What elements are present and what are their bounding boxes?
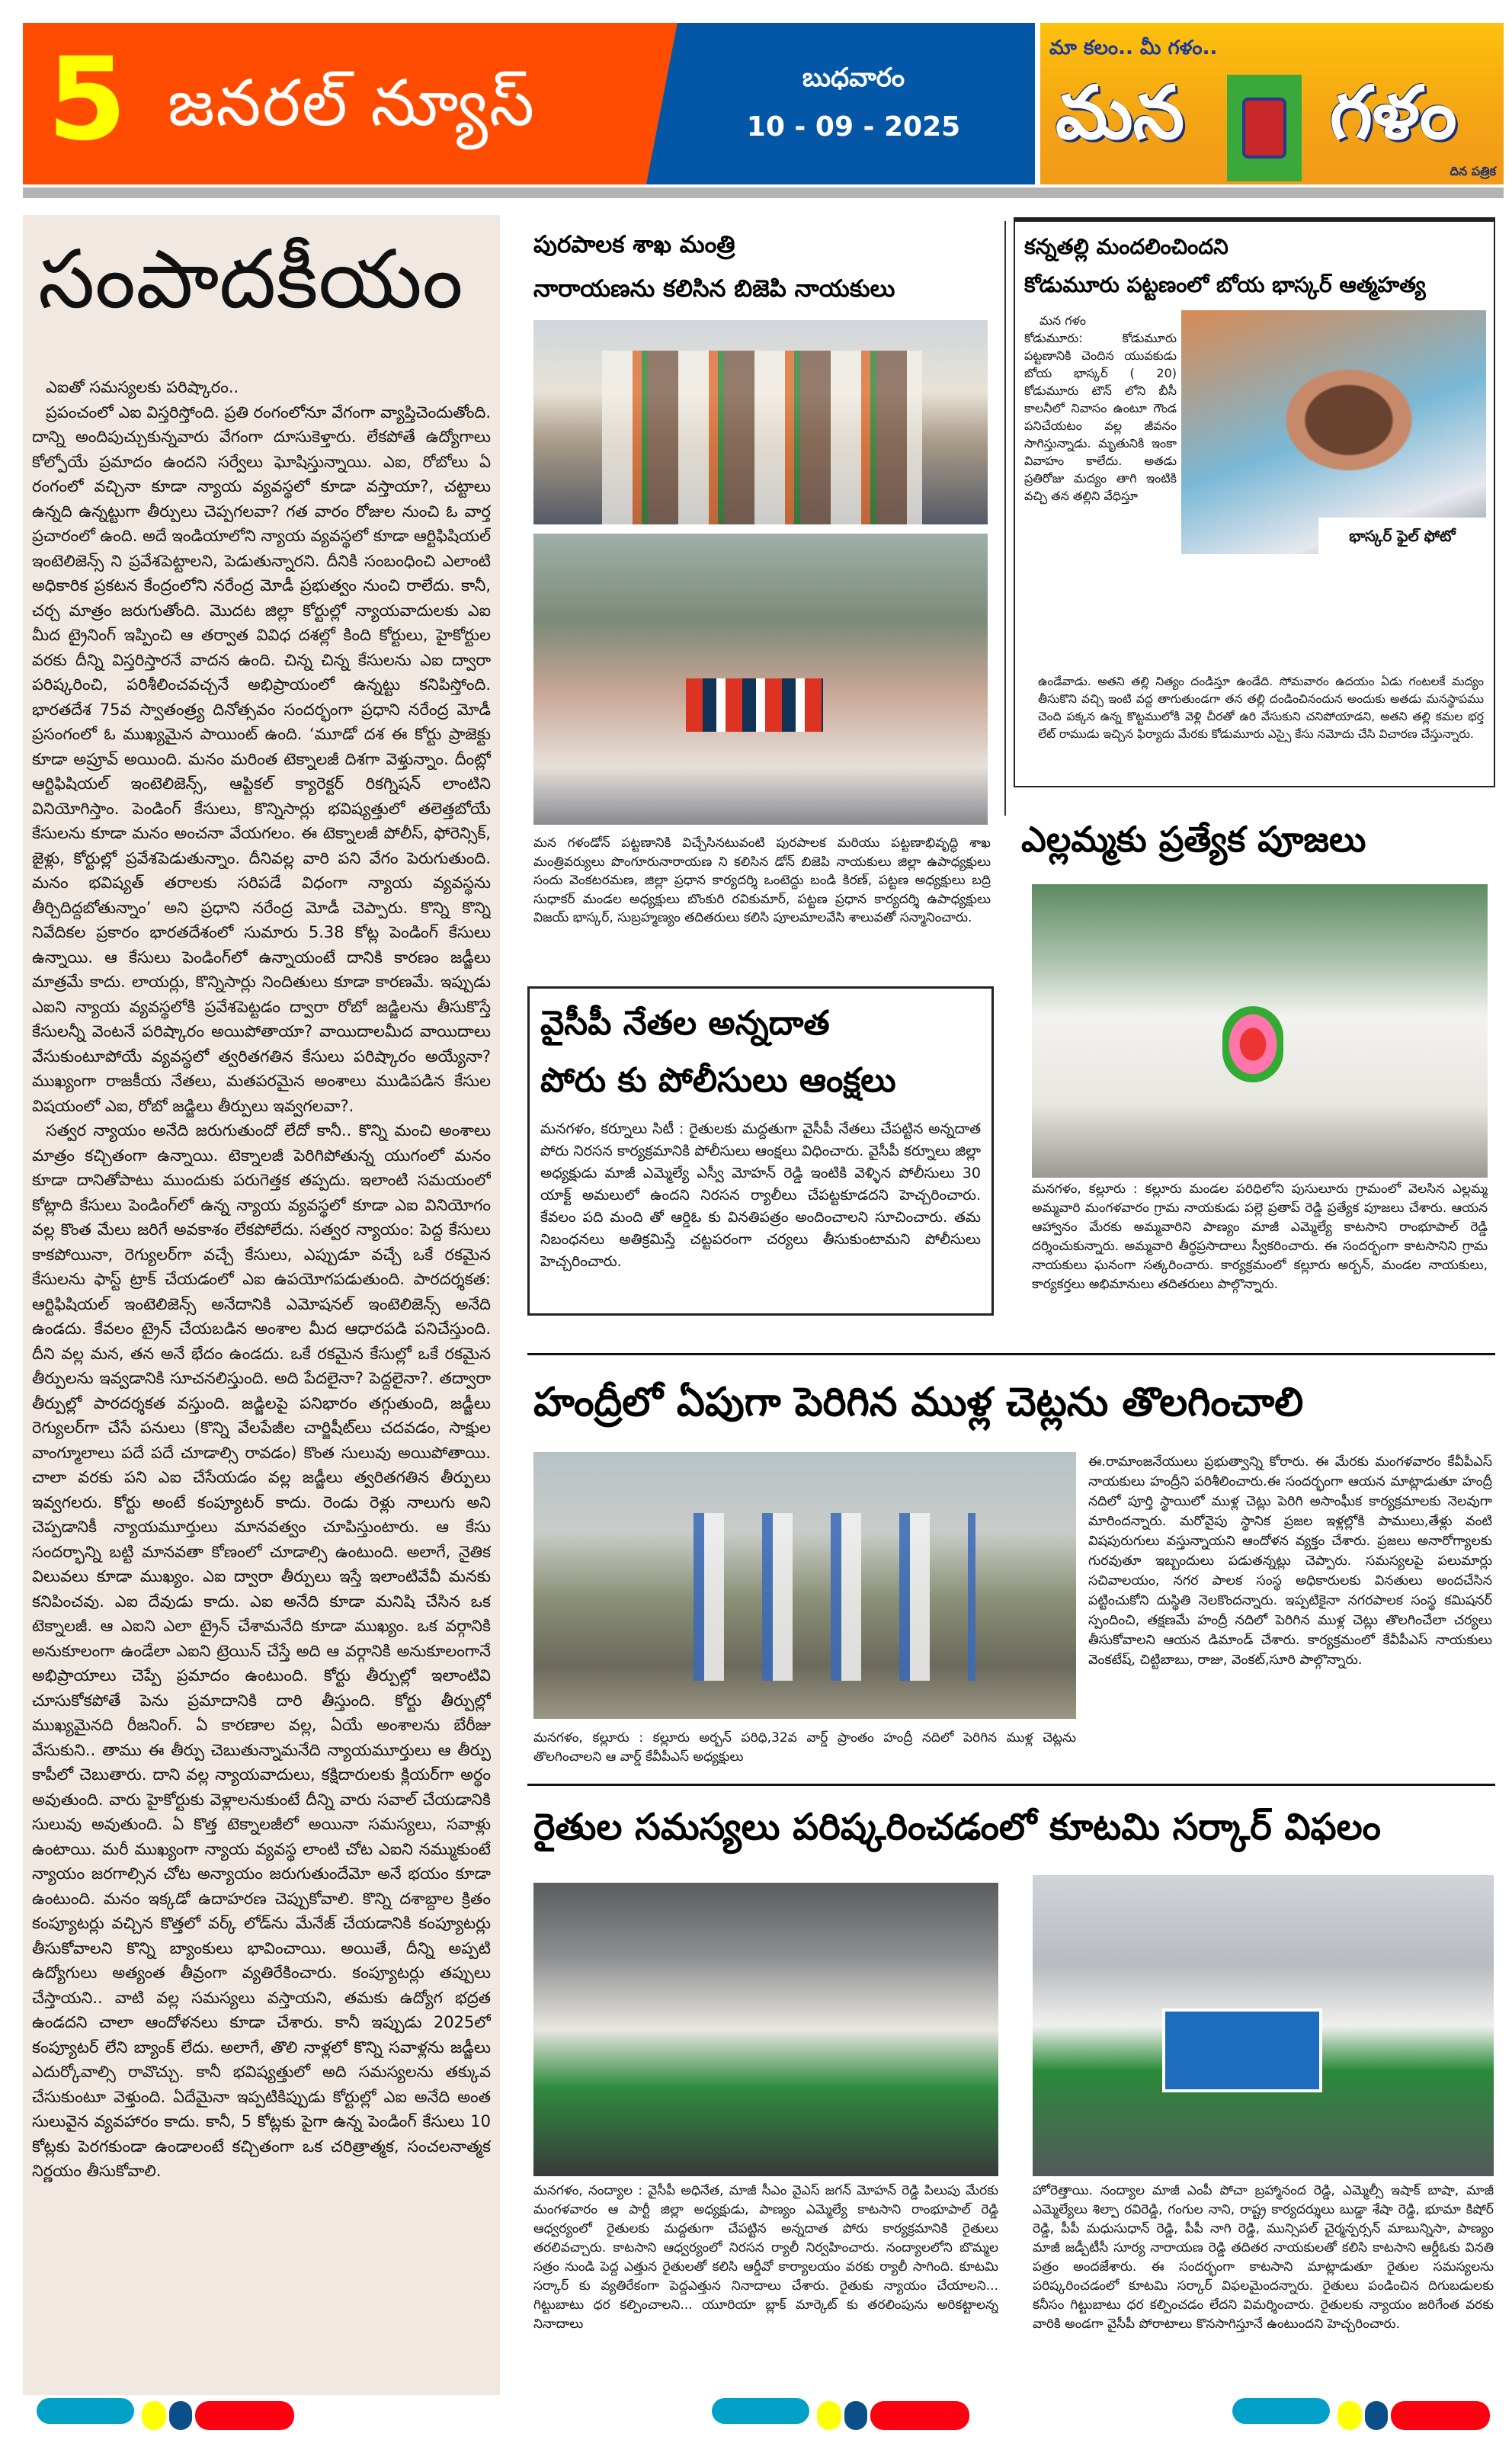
logo-word-galam: గళం <box>1330 70 1457 155</box>
issue-date: 10 - 09 - 2025 <box>746 111 961 143</box>
headline-line: పోరు కు పోలీసులు ఆంక్షలు <box>540 1061 896 1100</box>
footer-ornament-shape <box>844 2401 867 2430</box>
photo-caption: భాస్కర్ ఫైల్ ఫోటో <box>1318 518 1486 554</box>
logo-tagline: మా కలం.. మీ గళం.. <box>1049 37 1218 59</box>
issue-day: బుధవారం <box>802 63 905 93</box>
handri-story-body-left: మనగళం, కల్లూరు : కల్లూరు అర్బన్ పరిధి,32వ వార్డ్ ప్రాంతం హంద్రీ నదిలో పెరిగిన ముళ్ల చెట్లను తొలగించాలని ఆ వార్డ్ కేవీపీఎస్ అధ్యక్షులు <box>533 1730 1076 1765</box>
footer-ornament-shape <box>169 2401 192 2430</box>
editorial-paragraph: ప్రపంచంలో ఎఐ విస్తరిస్తోంది. ప్రతి రంగంలోనూ వేగంగా వ్యాప్తిచెందుతోంది. దాన్ని అందిపుచ్చుకున్నవారు వేగంగా దూసుకెళ్తారు. లేకపోతే ఉద్యోగాలు కోల్పోయే ప్రమాదం ఉందని సర్వేలు ఘోషిస్తున్నాయి. ఎఐ, రోబోలు ఏ రంగంలో వచ్చినా కూడా న్యాయ వ్యవస్థలో కూడా వస్తాయా?, చట్టాలు ఉన్నది ఉన్నట్టుగా తీర్పులు చెప్పగలవా? గత వారం రోజుల నుంచి ఓ వార్త ప్రచారంలో ఉంది. అదే ఇండియాలోని న్యాయ వ్యవస్థలో కూడా ఆర్టిఫిషియల్ ఇంటెలిజెన్స్ ని ప్రవేశపెట్టాలని, పెడుతున్నారని. దీనికి సంబంధించి ఎలాంటి అధికారిక ప్రకటన కేంద్రంలోని నరేంద్ర మోడీ ప్రభుత్వం నుంచి రాలేదు. కానీ, చర్చ మాత్రం జరుగుతోంది. మొదట జిల్లా కోర్టుల్లో న్యాయవాదులకు ఎఐ మీద ట్రైనింగ్ ఇప్పించి ఆ తర్వాత వివిధ దశల్లో కింది కోర్టులు, హైకోర్టుల వరకు దీన్ని విస్తరిస్తారనే వాదన ఉంది. చిన్న చిన్న కేసులను ఎఐ ద్వారా పరిష్కరించి, పరిశీలించవచ్చనే అభిప్రాయంలో ఉన్నట్టు కనిపిస్తోంది. భారతదేశ 75వ స్వాతంత్ర్య దినోత్సవం సందర్భంగా ప్రధాని నరేంద్ర మోడీ ప్రసంగంలో ఓ ముఖ్యమైన పాయింట్ ఉంది. ‘మూడో దశ ఈ కోర్టు ప్రాజెక్టు కూడా అప్రూవ్ అయింది. మనం మరింత టెక్నాలజీ దిశగా వెళ్తున్నాం. దీంట్లో ఆర్టిఫిషియల్ ఇంటెలిజెన్స్, ఆప్టికల్ క్యారెక్టర్ రికగ్నిషన్ లాంటిని వినియోగిస్తాం. పెండింగ్ కేసులు, కొన్నిసార్లు భవిష్యత్తులో తలెత్తబోయే కేసులను కూడా మనం అంచనా వేయగలం. ఈ టెక్నాలజీ పోలీస్, ఫోరెన్సిక్, జైళ్లు, కోర్టుల్లో ప్రవేశపెడుతున్నాం. దీనివల్ల వారి పని వేగం పెరుగుతుంది. మనం భవిష్యత్ తరాలకు సరిపడే విధంగా న్యాయ వ్యవస్థను తీర్చిదిద్దబోతున్నాం’ అని ప్రధాని నరేంద్ర మోడీ చెప్పారు. కొన్ని కొన్ని నివేదికల ప్రకారం భారతదేశంలో సుమారు 5.38 కోట్ల పెండింగ్ కేసులు ఉన్నాయి. ఆ కేసులు పెండింగ్‌లో ఉన్నాయంటే దానికి కారణం జడ్జీలు మాత్రమే కాదు. లాయర్లు, కొన్నిసార్లు నిందితులు కూడా కారణమే. ఇప్పుడు ఎఐని న్యాయ వ్యవస్థలోకి ప్రవేశపెట్టడం ద్వారా రోబో జడ్జిలను తీసుకొస్తే కేసులన్నీ వెంటనే పరిష్కారం అయిపోతాయా? వాయిదాలమీద వాయిదాలు వేసుకుంటూపోయే వ్యవస్థలో త్వరితగతిన కేసులు పరిష్కారం అయ్యేనా? ముఖ్యంగా రాజకీయ నేతలు, మతపరమైన అంశాలు ముడిపడిన కేసుల విషయంలో ఎఐ, రోబో జడ్జిలు తీర్పులు ఇవ్వగలవా?. <box>32 402 491 1115</box>
farmers-story-body-right: హోరెత్తాయి. నంద్యాల మాజీ ఎంపీ పోచా బ్రహ్మానంద రెడ్డి, ఎమ్మెల్సీ ఇషాక్ బాషా, మాజీ ఎమ్మెల్యేలు శిల్పా రవిరెడ్డి, గంగుల నాని, రాష్ట్ర కార్యదర్శులు బుడ్డా శేషా రెడ్డి, భూమా కిషోర్ రెడ్డి, పీపీ మధుసుధాన్ రెడ్డి, పీపీ నాగి రెడ్డి, మున్సిపల్ చైర్మన్పర్సన్ మాబున్నిసా, పాణ్యం మాజీ జడ్పీటీసీ సూర్య నారాయణ రెడ్డి తదితర నాయకులతో కలిసి కాటసాని ఆర్డీఓకు వినతి పత్రం అందజేశారు. ఈ సందర్భంగా కాటసాని మాట్లాడుతూ రైతుల సమస్యలను పరిష్కరించడంలో కూటమి సర్కార్ విఫలమైందన్నారు. రైతులు పండించిన దిగుబడులకు కనీసం గిట్టుబాటు ధర కల్పించడం లేదని విమర్శించారు. రైతులకు న్యాయం జరిగేంత వరకు వారికి అండగా వైసీపీ పోరాటాలు కొనసాగిస్తూనే ఉంటుందని హెచ్చరించారు. <box>1033 2183 1494 2332</box>
ellamma-headline: ఎల్లమ్మకు ప్రత్యేక పూజలు <box>1021 819 1366 860</box>
masthead-date-panel <box>646 23 1035 184</box>
headline-line: వైసీపీ నేతల అన్నదాత <box>540 1004 830 1043</box>
footer-ornament-shape <box>1391 2401 1490 2430</box>
footer-ornament-shape <box>1365 2401 1388 2430</box>
footer-ornament-shape <box>870 2401 969 2430</box>
story-text: కోడుమూరు: కోడుమూరు పట్టణానికి చెందిన యువకుడు బోయ భాస్కర్ ( 20) కోడుమూరు టౌన్ లోని బీసీ కాలనీలో నివాసం ఉంటూ గౌండ పనిచేయటం వల్ల జీవనం సాగిస్తున్నాడు. మృతునికి ఇంకా వివాహం కాలేదు. అతడు ప్రతిరోజు మద్యం తాగి ఇంటికి వచ్చి తన తల్లిని వేధిస్తూ <box>1024 331 1177 503</box>
headline-line: కోడుమూరు పట్టణంలో బోయ భాస్కర్ ఆత్మహత్య <box>1024 272 1426 297</box>
headline-line: నారాయణను కలిసిన బిజెపి నాయకులు <box>533 275 895 303</box>
footer-ornament-shape <box>1232 2398 1330 2424</box>
bhaskar-story <box>1014 217 1495 787</box>
raised-fist-pen-icon <box>1227 75 1302 181</box>
farmers-rally-photo <box>1033 1875 1494 2176</box>
bjp-leaders-photo-2 <box>533 534 988 825</box>
footer-ornament-shape <box>195 2401 294 2430</box>
dateline: మన గళం <box>1040 313 1087 328</box>
rally-banner <box>1162 2009 1322 2092</box>
footer-ornament-shape <box>712 2398 809 2424</box>
ellamma-story-body: మనగళం, కల్లూరు : కల్లూరు మండల పరిధిలోని పుసులూరు గ్రామంలో వెలసిన ఎల్లమ్మ అమ్మవారి మంగళవారం గ్రామ నాయకుడు పల్లె ప్రతాప్ రెడ్డి ప్రత్యేక పూజలు చేశారు. ఆయన ఆహ్వానం మేరకు అమ్మవారిని పాణ్యం మాజీ ఎమ్మెల్యే కాటసాని రాంభూపాల్ రెడ్డి దర్శించుకున్నారు. అమ్మవారి తీర్థప్రసాదాలు స్వీకరించారు. ఈ సందర్భంగా కాటసానిని గ్రామ నాయకులు ఘనంగా సత్కరించారు. కార్యక్రమంలో కల్లూరు అర్బన్, మండల నాయకులు, కార్యకర్తలు అభిమానులు తదితరులు పాల్గొన్నారు. <box>1032 1181 1488 1292</box>
footer-ornament-shape <box>1337 2401 1362 2430</box>
ellamma-puja-photo <box>1032 884 1488 1178</box>
editorial-subhead: ఎఐతో సమస్యలకు పరిష్కారం.. <box>46 378 239 396</box>
handri-river-photo <box>533 1452 1076 1719</box>
bjp-story-body: మన గళండోన్ పట్టణానికి విచ్చేసినటువంటి పురపాలక మరియు పట్టణాభివృద్ధి శాఖ మంత్రివర్యులు పొంగూరునారాయణ ని కలిసిన డోన్ బిజెపి నాయకులు జిల్లా ఉపాధ్యక్షులు సందు వెంకటరమణ, జిల్లా ప్రధాన కార్యదర్శి ఒంటెద్దు బండి కిరణ్, పట్టణ అధ్యక్షులు బద్రి సుధాకర్ మండల అధ్యక్షులు బొంకురి రవికుమార్, పట్టణ ప్రధాన కార్యదర్శి ఉపాధ్యక్షులు విజయ్ భాస్కర్, సుబ్రహ్మణ్యం తదితరులు కలిసి పూలమాలవేసి శాలువతో సన్మానించారు. <box>533 835 991 925</box>
footer-ornament-shape <box>142 2401 166 2430</box>
bjp-story-headline <box>533 223 991 311</box>
microphones-icon <box>686 678 823 732</box>
section-divider <box>527 1353 1495 1355</box>
section-title: జనరల్ న్యూస్ <box>168 66 536 140</box>
story-body: ఉండేవాడు. అతని తల్లి నిత్యం దండిస్తూ ఉండేది. సోమవారం ఉదయం ఏడు గంటలకే మద్యం తీసుకొని వచ్చి ఇంటి వద్ద తాగుతుండగా తన తల్లి దండించినందున అందుకు అతడు మనస్థాపము చెంది పక్కన ఉన్న కొట్టములోకి వెళ్లి చీరతో ఉరి వేసుకుని చనిపోయాడని, అతని తల్లి కమల భర్త లేట్ రాముడు ఇచ్చిన ఫిర్యాదు మేరకు కోడుమూరు ఎస్సై కేసు నమోదు చేసి విచారణ చేస్తున్నారు. <box>1038 675 1484 741</box>
bjp-leaders-photo-1 <box>533 320 988 524</box>
section-divider <box>527 1784 1495 1786</box>
farmers-memorandum-photo <box>533 1883 998 2176</box>
farmers-story-body-left: మనగళం, నంద్యాల : వైసీపీ అధినేత, మాజీ సీఎం వైఎస్ జగన్ మోహన్ రెడ్డి పిలుపు మేరకు మంగళవారం ఆ పార్టీ జిల్లా అధ్యక్షుడు, పాణ్యం ఎమ్మెల్యే కాటసాని రాంభూపాల్ రెడ్డి ఆధ్వర్యంలో రైతులకు మద్దతుగా చేపట్టిన అన్నదాత పోరు కార్యక్రమానికి రైతులు తరలివచ్చారు. కాటసాని ఆధ్వర్యంలో నిరసన ర్యాలీ నిర్వహించారు. నంద్యాలలోని బొమ్మల సత్రం నుండి పెద్ద ఎత్తున రైతులతో కలిసి ఆర్డీవో కార్యాలయం వరకు ర్యాలీ సాగింది. కూటమి సర్కార్ కు వ్యతిరేకంగా పెద్దఎత్తున నినాదాలు చేశారు. రైతుకు న్యాయం చేయాలని... గిట్టుబాటు ధర కల్పించాలని... యూరియా బ్లాక్ మార్కెట్ కు తరలింపును అరికట్టాలన్న నినాదాలు <box>533 2183 998 2332</box>
handri-story-body-right: ఈ.రామాంజనేయులు ప్రభుత్వాన్ని కోరారు. ఈ మేరకు మంగళవారం కేవీపీఎస్ నాయకులు హంద్రీని పరిశీలించారు.ఈ సందర్భంగా ఆయన మాట్లాడుతూ హంద్రీ నదిలో పూర్తి స్థాయిలో ముళ్ల చెట్లు పెరిగి అసాంఘీక కార్యక్రమాలకు నెలవుగా మారిందన్నారు. మరోవైపు స్థానిక ప్రజల ఇళ్లల్లోకి పాములు,తేళ్లు వంటి విషపురుగులు వస్తున్నాయని ఆందోళన వ్యక్తం చేశారు. ప్రజలు అనారోగ్యాలకు గురవుతూ ఇబ్బందులు పడుతన్నట్లు చెప్పారు. సమస్యలపై పలుమార్లు సచివాలయం, నగర పాలక సంస్థ అధికారులకు వినతులు అందచేసిన పట్టించుకోని దుస్థితి నెలకొందన్నారు. ఇప్పటికైనా నగరపాలక సంస్థ కమిషనర్ స్పందించి, తక్షణమే హంద్రీ నదిలో పెరిగిన ముళ్ల చెట్లు తొలగించేలా చర్యలు తీసుకోవాలని ఆయన డిమాండ్ చేశారు. కార్యక్రమంలో కేవీపీఎస్ నాయకులు వెంకటేష్, చిట్టిబాబు, రాజు, వెంకట్,సూరి పాల్గొన్నారు. <box>1088 1454 1492 1668</box>
newspaper-logo <box>1040 23 1504 184</box>
logo-subtitle: దిన పత్రిక <box>1450 164 1496 178</box>
logo-word-mana: మన <box>1056 70 1184 155</box>
footer-ornament-shape <box>37 2398 134 2424</box>
editorial-paragraph: సత్వర న్యాయం అనేది జరుగుతుందో లేదో కానీ.. కొన్ని మంచి అంశాలు మాత్రం కచ్చితంగా ఉన్నాయి. టెక్నాలజీ పెరిగిపోతున్న యుగంలో మనం కూడా దానితోపాటు ముందుకు పరుగెత్తక తప్పదు. ఇలాంటి సమయంలో కోట్లాది కేసులు పెండింగ్‌లో ఉన్న న్యాయ వ్యవస్థలో కూడా ఎఐ వినియోగం వల్ల కొంత మేలు జరిగే అవకాశం లేకపోలేదు. సత్వర న్యాయం: పెద్ద కేసులు కాకపోయినా, రెగ్యులర్‌గా వచ్చే కేసులు, ఎప్పుడూ వచ్చే ఒకే రకమైన కేసులను ఫాస్ట్ ట్రాక్ చేయడంలో ఎఐ ఉపయోగపడుతుంది. పారదర్శకత: ఆర్టిఫిషియల్ ఇంటెలిజెన్స్ అనేదానికి ఎమోషనల్ ఇంటెలిజెన్స్ అనేది ఉండదు. కేవలం ట్రైన్ చేయబడిన అంశాల మీద ఆధారపడి పనిచేస్తుంది. దీని వల్ల మన, తన అనే భేదం ఉండదు. ఒకే రకమైన కేసుల్లో ఒకే రకమైన తీర్పులను ఇవ్వడానికి సూచనలిస్తుంది. అది పేదలైనా? పెద్దలైనా?. తద్వారా తీర్పుల్లో పారదర్శకత వస్తుంది. జడ్జిలపై పనిభారం తగ్గుతుంది, జడ్జీలు రెగ్యులర్‌గా చేసే పనులు (కొన్ని వేలపేజీల చార్జిషీట్‌లు చదవడం, సాక్షుల వాంగ్మూలాలు పదే పదే చూడాల్సి రావడం) కొంత సులువు అయిపోతాయి. చాలా వరకు పని ఎఐ చేసేయడం వల్ల జడ్జీలు త్వరితగతిన తీర్పులు ఇవ్వగలరు. కోర్టు అంటే కంప్యూటర్ కాదు. రెండు రెళ్లు నాలుగు అని చెప్పడానికీ న్యాయమూర్తులు మానవత్వం చూపిస్తుంటారు. ఆ కేసు సందర్భాన్ని బట్టి మానవతా కోణంలో చూడాల్సి ఉంటుంది. అలాగే, నైతిక విలువలు కూడా ముఖ్యం. ఎఐ ద్వారా తీర్పులు ఇస్తే ఇలాంటివేవీ మనకు కనిపించవు. ఎఐ దేవుడు కాదు. ఎఐ అనేది కూడా మనిషి చేసిన ఒక టెక్నాలజీ. ఆ ఎఐని ఎలా ట్రైన్ చేశామనేది కూడా ముఖ్యం. ఒక వర్గానికి అనుకూలంగా ఉండేలా ఎఐని ట్రెయిన్ చేస్తే అది ఆ వర్గానికి అనుకూలంగానే అభిప్రాయాలు చెప్పే ప్రమాదం ఉంటుంది. కోర్టు తీర్పుల్లో ఇలాంటివి చూసుకోకపోతే పెను ప్రమాదానికి దారి తీస్తుంది. కోర్టు తీర్పుల్లో ముఖ్యమైనది రీజనింగ్. ఏ కారణాల వల్ల, ఏయే అంశాలను బేరీజు వేసుకుని.. తాము ఈ తీర్పు చెబుతున్నామనేది న్యాయమూర్తులు ఆ తీర్పు కాపీలో చెబుతారు. దాని వల్ల న్యాయవాదులు, కక్షిదారులకు క్లియర్‌గా అర్థం అవుతుంది. వారు హైకోర్టుకు వెళ్లాలనుకుంటే దీన్ని వారు సవాల్ చేయడానికి సులువు అవుతుంది. ఏ కొత్త టెక్నాలజీలో అయినా సమస్యలు, సవాళ్లు ఉంటాయి. మరీ ముఖ్యంగా న్యాయ వ్యవస్థ లాంటి చోట ఎఐని నమ్ముకుంటే న్యాయం జరగాల్సిన చోట అన్యాయం జరుగుతుందేమో అనే భయం కూడా ఉంటుంది. మనం ఇక్కడో ఉదాహరణ చెప్పుకోవాలి. కొన్ని దశాబ్దాల క్రితం కంప్యూటర్లు వచ్చిన కొత్తలో వర్క్ లోడ్‌ను మేనేజ్ చేయడానికి కంప్యూటర్లు తీసుకోవాలని కొన్ని బ్యాంకులు భావించాయి. అయితే, దీన్ని అప్పటి ఉద్యోగులు అత్యంత తీవ్రంగా వ్యతిరేకించారు. కంప్యూటర్లు తప్పులు చేస్తాయని.. వాటి వల్ల సమస్యలు వస్తాయని, తమకు ఉద్యోగ భద్రత ఉండదని చాలా ఆందోళనలు కూడా చేశారు. కానీ ఇప్పుడు 2025లో కంప్యూటర్ లేని బ్యాంక్ లేదు. అలాగే, తొలి నాళ్లలో కొన్ని సవాళ్లను జడ్జీలు ఎదుర్కోవాల్సి రావొచ్చు. కానీ భవిష్యత్తులో అది సమస్యలను తక్కువ చేసుకుంటూ వెళ్తుంది. ఏదేమైనా ఇప్పటికిప్పుడు కోర్టుల్లో ఎఐ అనేది అంత సులువైన వ్యవహారం కాదు. కానీ, 5 కోట్లకు పైగా ఉన్న పెండింగ్ కేసులు 10 కోట్లకు పెరగకుండా ఉండాలంటే కచ్చితంగా ఒక చరిత్రాత్మక, సంచలనాత్మక నిర్ణయం తీసుకోవాలి. <box>32 1121 491 2180</box>
bhaskar-photo <box>1181 310 1486 554</box>
ysrcp-police-story <box>527 986 994 1316</box>
editorial-body <box>32 375 491 2372</box>
story-body-side <box>1024 312 1177 670</box>
headline-line: కన్నతల్లి మందలించిందని <box>1024 234 1228 259</box>
handri-headline: హంద్రీలో ఏపుగా పెరిగిన ముళ్ల చెట్లను తొలగించాలి <box>533 1380 1304 1425</box>
footer-ornament-shape <box>817 2401 841 2430</box>
garland-icon <box>1222 1006 1283 1082</box>
story-body: మనగళం, కర్నూలు సిటీ : రైతులకు మద్దతుగా వైసీపీ నేతలు చేపట్టిన అన్నదాత పోరు నిరసన కార్యక్రమానికి పోలీసులు ఆంక్షలు విధించారు. వైసీపీ కర్నూలు జిల్లా అధ్యక్షుడు మాజీ ఎమ్మెల్యే ఎస్వీ మోహన్ రెడ్డి ఇంటికి వెళ్ళిన పోలీసులు 30 యాక్ట్ అమలులో ఉందని నిరసన ర్యాలీలు చేపట్టకూడదని హెచ్చరించారు. కేవలం పది మంది తో ఆర్డిఓ కు వినతిపత్రం అందించాలని సూచించారు. తమ నిబంధనలు అతిక్రమిస్తే చట్టపరంగా చర్యలు తీసుకుంటామని పోలీసులు హెచ్చరించారు. <box>540 1120 981 1270</box>
header-divider <box>23 188 1504 198</box>
farmers-headline: రైతుల సమస్యలు పరిష్కరించడంలో కూటమి సర్కార్ విఫలం <box>533 1806 1382 1848</box>
editorial-column <box>23 215 500 2395</box>
page-number: 5 <box>47 34 127 166</box>
column-divider <box>1004 221 1006 816</box>
headline-line: పురపాలక శాఖ మంత్రి <box>533 231 735 258</box>
editorial-title: సంపాదకీయం <box>38 232 463 326</box>
